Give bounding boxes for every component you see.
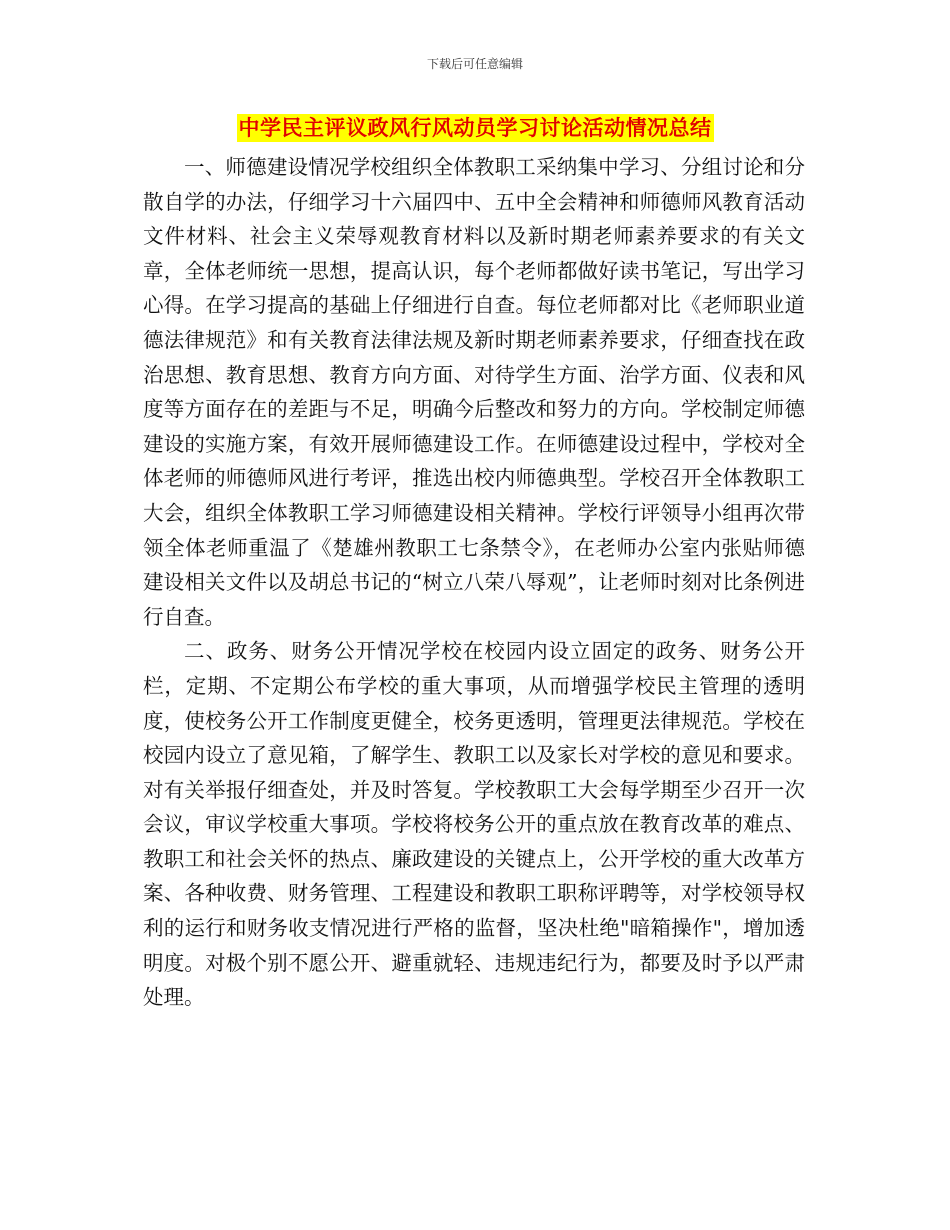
document-body bbox=[143, 150, 805, 1015]
paragraph-1: 一、师德建设情况学校组织全体教职工采纳集中学习、分组讨论和分散自学的办法，仔细学习十六届四中、五中全会精神和师德师风教育活动文件材料、社会主义荣辱观教育材料以及新时期老师素养要求的有关文章，全体老师统一思想，提高认识，每个老师都做好读书笔记，写出学习心得。在学习提高的基础上仔细进行自查。每位老师都对比《老师职业道德法律规范》和有关教育法律法规及新时期老师素养要求，仔细查找在政治思想、教育思想、教育方向方面、对待学生方面、治学方面、仪表和风度等方面存在的差距与不足，明确今后整改和努力的方向。学校制定师德建设的实施方案，有效开展师德建设工作。在师德建设过程中，学校对全体老师的师德师风进行考评，推选出校内师德典型。学校召开全体教职工大会，组织全体教职工学习师德建设相关精神。学校行评领导小组再次带领全体老师重温了《楚雄州教职工七条禁令》，在老师办公室内张贴师德建设相关文件以及胡总书记的“树立八荣八辱观”，让老师时刻对比条例进行自查。 bbox=[143, 155, 805, 629]
header-note: 下载后可任意编辑 bbox=[426, 57, 523, 71]
title-container bbox=[0, 114, 950, 142]
paragraph-2: 二、政务、财务公开情况学校在校园内设立固定的政务、财务公开栏，定期、不定期公布学校的重大事项，从而增强学校民主管理的透明度，使校务公开工作制度更健全，校务更透明，管理更法律规范。学校在校园内设立了意见箱，了解学生、教职工以及家长对学校的意见和要求。对有关举报仔细查处，并及时答复。学校教职工大会每学期至少召开一次会议，审议学校重大事项。学校将校务公开的重点放在教育改革的难点、教职工和社会关怀的热点、廉政建设的关键点上，公开学校的重大改革方案、各种收费、财务管理、工程建设和教职工职称评聘等，对学校领导权利的运行和财务收支情况进行严格的监督，坚决杜绝"暗箱操作"，增加透明度。对极个别不愿公开、避重就轻、违规违纪行为，都要及时予以严肃处理。 bbox=[143, 639, 805, 1010]
document-title: 中学民主评议政风行风动员学习讨论活动情况总结 bbox=[238, 115, 712, 140]
